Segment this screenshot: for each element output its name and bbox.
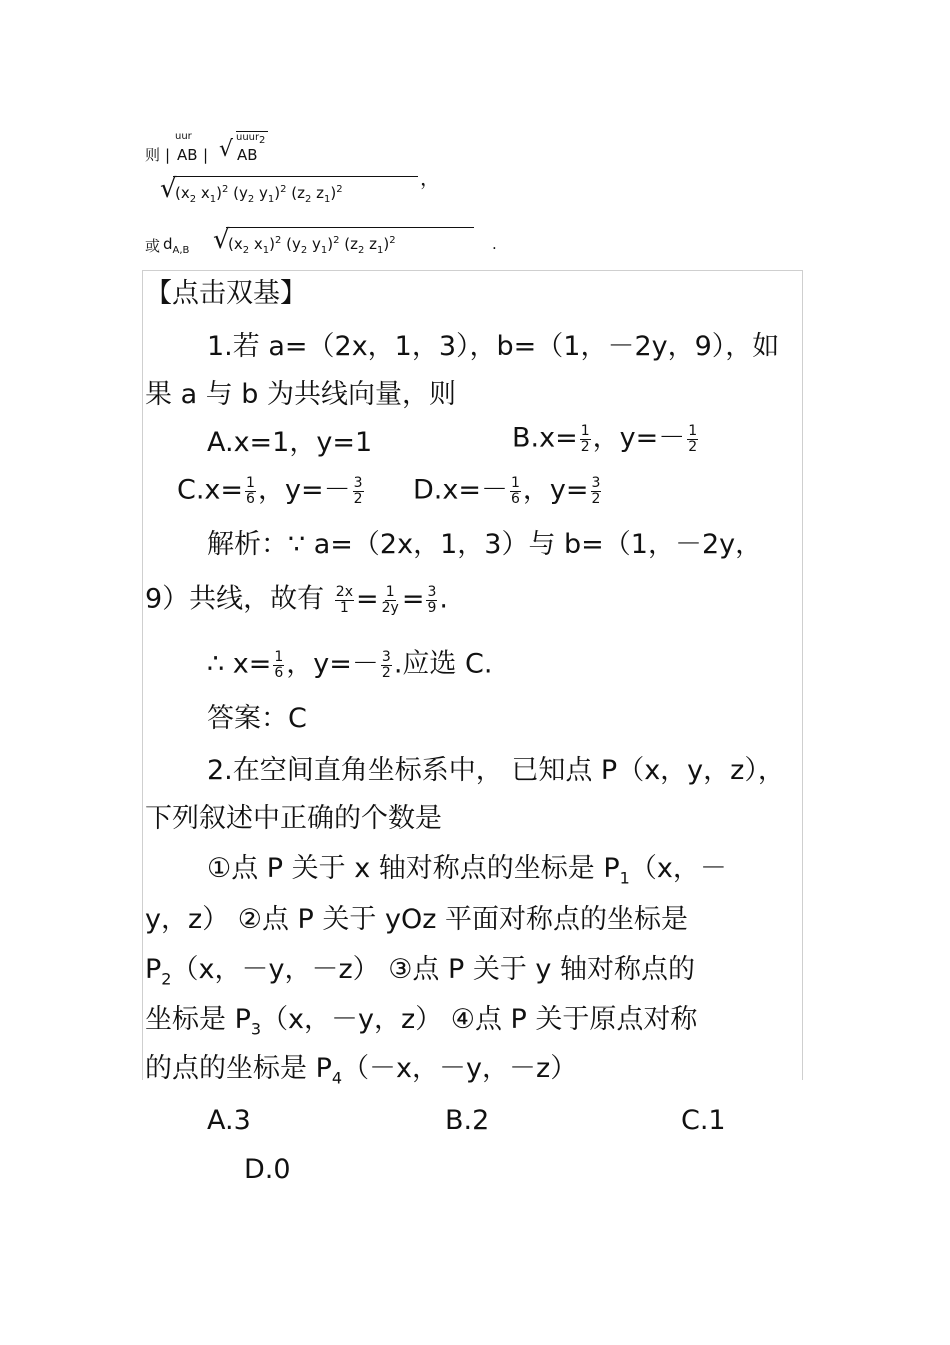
huo-char: 或 — [145, 237, 161, 255]
q1-analysis-line2: 9）共线，故有 $\frac{2x}{1}$ = $\frac{1}{2y}$ = $\frac{3}{9}$ . — [145, 583, 448, 616]
q2-option-b: B.2 — [445, 1105, 490, 1136]
q1-option-a: A.x=1，y=1 — [207, 427, 373, 458]
vec-ab: AB — [177, 146, 198, 164]
q2-line5: $P_2(x$，－y，－z） ③点 P 关于 y 轴对称点的 — [145, 954, 695, 989]
q2-line6: 坐标是 $P_3(x$，－y，z） ④点 P 关于原点对称 — [145, 1004, 698, 1039]
q1-option-b: B.x= $\frac{1}{2}$ ，y=－ $\frac{1}{2}$ — [512, 422, 698, 455]
box-left-border — [142, 270, 143, 1080]
sqrt-content-2: ($x_2$ $x_1)^2$ ($y_2$ $y_1)^2$ ($z_2$ $z_1)^2$ — [228, 235, 396, 256]
square-exp: 2 — [259, 135, 266, 146]
box-top-border — [142, 270, 803, 271]
ze-char: 则 — [145, 146, 161, 164]
q1-answer: 答案：C — [207, 703, 307, 734]
sqrt-bar-2 — [173, 176, 418, 178]
period: . — [492, 235, 497, 253]
q1-option-d: D.x=－ $\frac{1}{6}$ ，y= $\frac{3}{2}$ — [413, 474, 601, 507]
q2-option-d: D.0 — [244, 1154, 291, 1185]
vec-arrow: uur — [175, 131, 192, 142]
q2-option-c: C.1 — [681, 1105, 726, 1136]
sqrt-bar-3 — [226, 227, 474, 229]
q2-line4: y，z） ②点 P 关于 yOz 平面对称点的坐标是 — [145, 904, 688, 935]
abs-bar-left: | — [165, 146, 171, 164]
distance-d: $d_{A,B}$ — [163, 235, 190, 256]
section-title: 【点击双基】 — [145, 278, 307, 309]
vec-ab-2: AB — [237, 146, 258, 164]
vec-arrow-2: uuur — [236, 131, 268, 143]
sqrt-content-1: ($x_2$ $x_1)^2$ ($y_2$ $y_1)^2$ ($z_2$ $z_1)^2$ — [175, 184, 343, 205]
q2-line3: ①点 P 关于 x 轴对称点的坐标是 $P_1(x$，－ — [207, 853, 727, 888]
box-right-border — [802, 270, 803, 1080]
comma: ， — [420, 166, 440, 190]
q1-line2: 果 a 与 b 为共线向量，则 — [145, 379, 457, 410]
q2-line1: 2.在空间直角坐标系中， 已知点 P（x，y，z）， — [207, 755, 785, 786]
q2-option-a: A.3 — [207, 1105, 251, 1136]
q1-therefore: ∴ x= $\frac{1}{6}$ ，y=－ $\frac{3}{2}$ .应选 C. — [207, 648, 493, 681]
q1-analysis-line1: 解析：∵ a=（2x，1，3）与 b=（1，－2y， — [207, 529, 763, 560]
q2-line2: 下列叙述中正确的个数是 — [145, 803, 442, 834]
q1-line1: 1.若 a=（2x，1，3），b=（1，－2y，9），如 — [207, 331, 780, 362]
sqrt-sign-2: √ — [160, 174, 177, 204]
sqrt-sign-3: √ — [213, 225, 230, 255]
q1-option-c: C.x= $\frac{1}{6}$ ，y=－ $\frac{3}{2}$ — [177, 474, 363, 507]
sqrt-sign-1: √ — [219, 137, 234, 162]
abs-bar-right: | — [203, 146, 209, 164]
q2-line7: 的点的坐标是 $P_4(-x$，－y，－z） — [145, 1053, 578, 1088]
